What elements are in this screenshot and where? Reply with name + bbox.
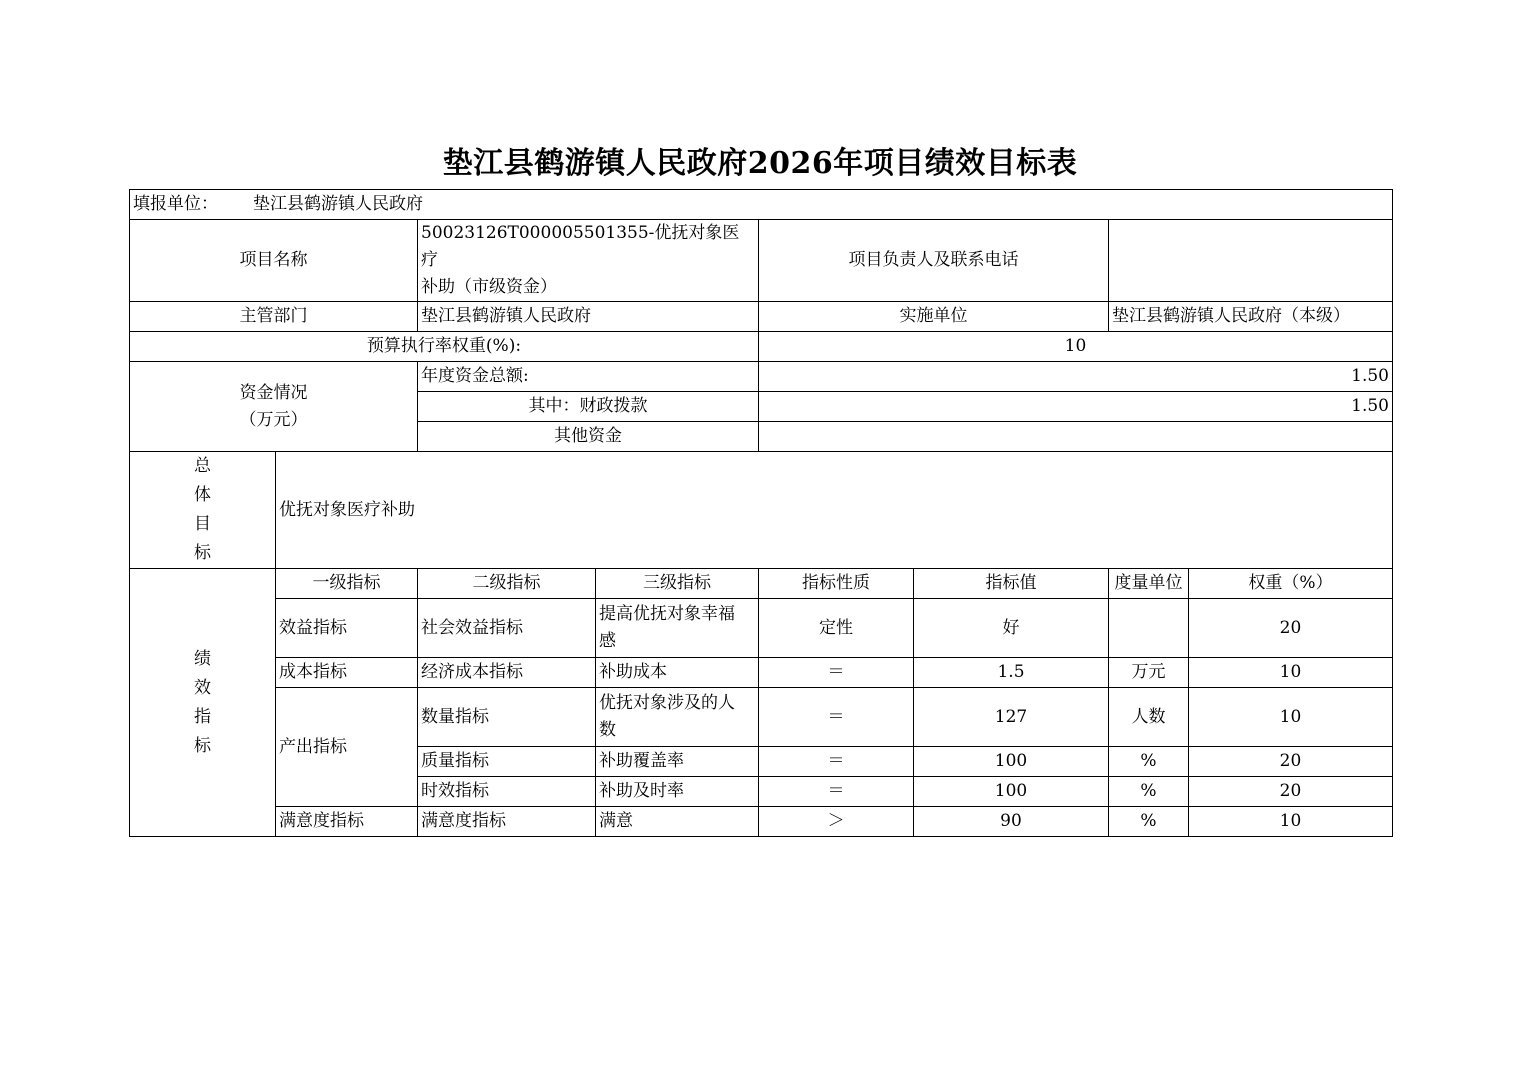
- filling-unit-label: 填报单位：: [133, 194, 218, 214]
- unit-cell: 万元: [1109, 658, 1189, 688]
- value-cell: 1.5: [914, 658, 1109, 688]
- header-level1: 一级指标: [276, 569, 418, 599]
- project-contact-value: [1109, 220, 1393, 302]
- level2-cell: 质量指标: [418, 747, 596, 777]
- project-name-label: 项目名称: [130, 220, 418, 302]
- level3-cell: [596, 688, 759, 747]
- table-row: [130, 599, 1393, 658]
- project-name-line2: 补助（市级资金）: [421, 277, 557, 297]
- level2-cell: 时效指标: [418, 777, 596, 807]
- level3-cell: 补助及时率: [596, 777, 759, 807]
- header-level2: 二级指标: [418, 569, 596, 599]
- unit-cell: %: [1109, 747, 1189, 777]
- indicators-char: 标: [194, 735, 211, 756]
- overall-goal-char: 目: [194, 514, 211, 534]
- level2-cell: 社会效益指标: [418, 599, 596, 658]
- nature-cell: ＝: [759, 747, 914, 777]
- level3-line1: 优抚对象涉及的人: [599, 693, 735, 713]
- level3-line1: 提高优抚对象幸福: [599, 604, 735, 624]
- nature-cell: ＝: [759, 658, 914, 688]
- funds-fiscal-label: 其中：财政拨款: [418, 392, 759, 422]
- overall-goal-label: [130, 452, 276, 569]
- level3-cell: 补助覆盖率: [596, 747, 759, 777]
- weight-cell: 10: [1189, 688, 1393, 747]
- unit-cell: [1109, 599, 1189, 658]
- value-cell: 90: [914, 807, 1109, 837]
- funds-other-label: 其他资金: [418, 422, 759, 452]
- level3-line2: 感: [599, 631, 616, 651]
- page-title: 垫江县鹤游镇人民政府2026年项目绩效目标表: [442, 146, 1078, 181]
- funds-label: [130, 362, 418, 452]
- level3-cell: 满意: [596, 807, 759, 837]
- weight-cell: 20: [1189, 777, 1393, 807]
- level2-cell: 满意度指标: [418, 807, 596, 837]
- level2-cell: 经济成本指标: [418, 658, 596, 688]
- value-cell: 100: [914, 747, 1109, 777]
- project-name-value: [418, 220, 759, 302]
- impl-unit-label: 实施单位: [759, 302, 1109, 332]
- value-cell: 好: [914, 599, 1109, 658]
- funds-label-line2: （万元）: [239, 409, 308, 430]
- indicators-char: 效: [194, 677, 211, 698]
- weight-cell: 20: [1189, 747, 1393, 777]
- department-label: 主管部门: [130, 302, 418, 332]
- weight-cell: 20: [1189, 599, 1393, 658]
- overall-goal-char: 总: [194, 456, 211, 476]
- project-name-line1: 50023126T000005501355-优抚对象医疗: [421, 223, 740, 270]
- value-cell: 100: [914, 777, 1109, 807]
- impl-unit-value: 垫江县鹤游镇人民政府（本级）: [1109, 302, 1393, 332]
- unit-cell: %: [1109, 777, 1189, 807]
- header-value: 指标值: [914, 569, 1109, 599]
- department-value: 垫江县鹤游镇人民政府: [418, 302, 759, 332]
- funds-other-value: [759, 422, 1393, 452]
- overall-goal-char: 标: [194, 543, 211, 563]
- table-row: [130, 658, 1393, 688]
- header-weight: 权重（%）: [1189, 569, 1393, 599]
- unit-cell: %: [1109, 807, 1189, 837]
- level3-cell: [596, 599, 759, 658]
- weight-cell: 10: [1189, 807, 1393, 837]
- level1-cell: 产出指标: [276, 688, 418, 807]
- level1-cell: 效益指标: [276, 599, 418, 658]
- level3-line2: 数: [599, 720, 616, 740]
- value-cell: 127: [914, 688, 1109, 747]
- overall-goal-char: 体: [194, 485, 211, 505]
- funds-total-label: 年度资金总额:: [418, 362, 759, 392]
- overall-goal-value: 优抚对象医疗补助: [276, 452, 1393, 569]
- funds-total-value: 1.50: [759, 362, 1393, 392]
- indicators-char: 绩: [194, 648, 211, 669]
- funds-label-line1: 资金情况: [239, 382, 308, 403]
- performance-target-table: [129, 189, 1393, 837]
- funds-fiscal-value: 1.50: [759, 392, 1393, 422]
- header-nature: 指标性质: [759, 569, 914, 599]
- budget-weight-label: 预算执行率权重(%):: [130, 332, 759, 362]
- indicators-label: [130, 569, 276, 837]
- weight-cell: 10: [1189, 658, 1393, 688]
- header-unit: 度量单位: [1109, 569, 1189, 599]
- level3-cell: 补助成本: [596, 658, 759, 688]
- header-level3: 三级指标: [596, 569, 759, 599]
- nature-cell: ＞: [759, 807, 914, 837]
- project-contact-label: 项目负责人及联系电话: [759, 220, 1109, 302]
- table-row: [130, 688, 1393, 747]
- level1-cell: 成本指标: [276, 658, 418, 688]
- table-row: [130, 807, 1393, 837]
- indicators-char: 指: [194, 706, 211, 727]
- nature-cell: ＝: [759, 688, 914, 747]
- nature-cell: ＝: [759, 777, 914, 807]
- level1-cell: 满意度指标: [276, 807, 418, 837]
- filling-unit-cell: [130, 190, 1393, 220]
- level2-cell: 数量指标: [418, 688, 596, 747]
- unit-cell: 人数: [1109, 688, 1189, 747]
- nature-cell: 定性: [759, 599, 914, 658]
- budget-weight-value: 10: [759, 332, 1393, 362]
- filling-unit-value: 垫江县鹤游镇人民政府: [253, 194, 423, 214]
